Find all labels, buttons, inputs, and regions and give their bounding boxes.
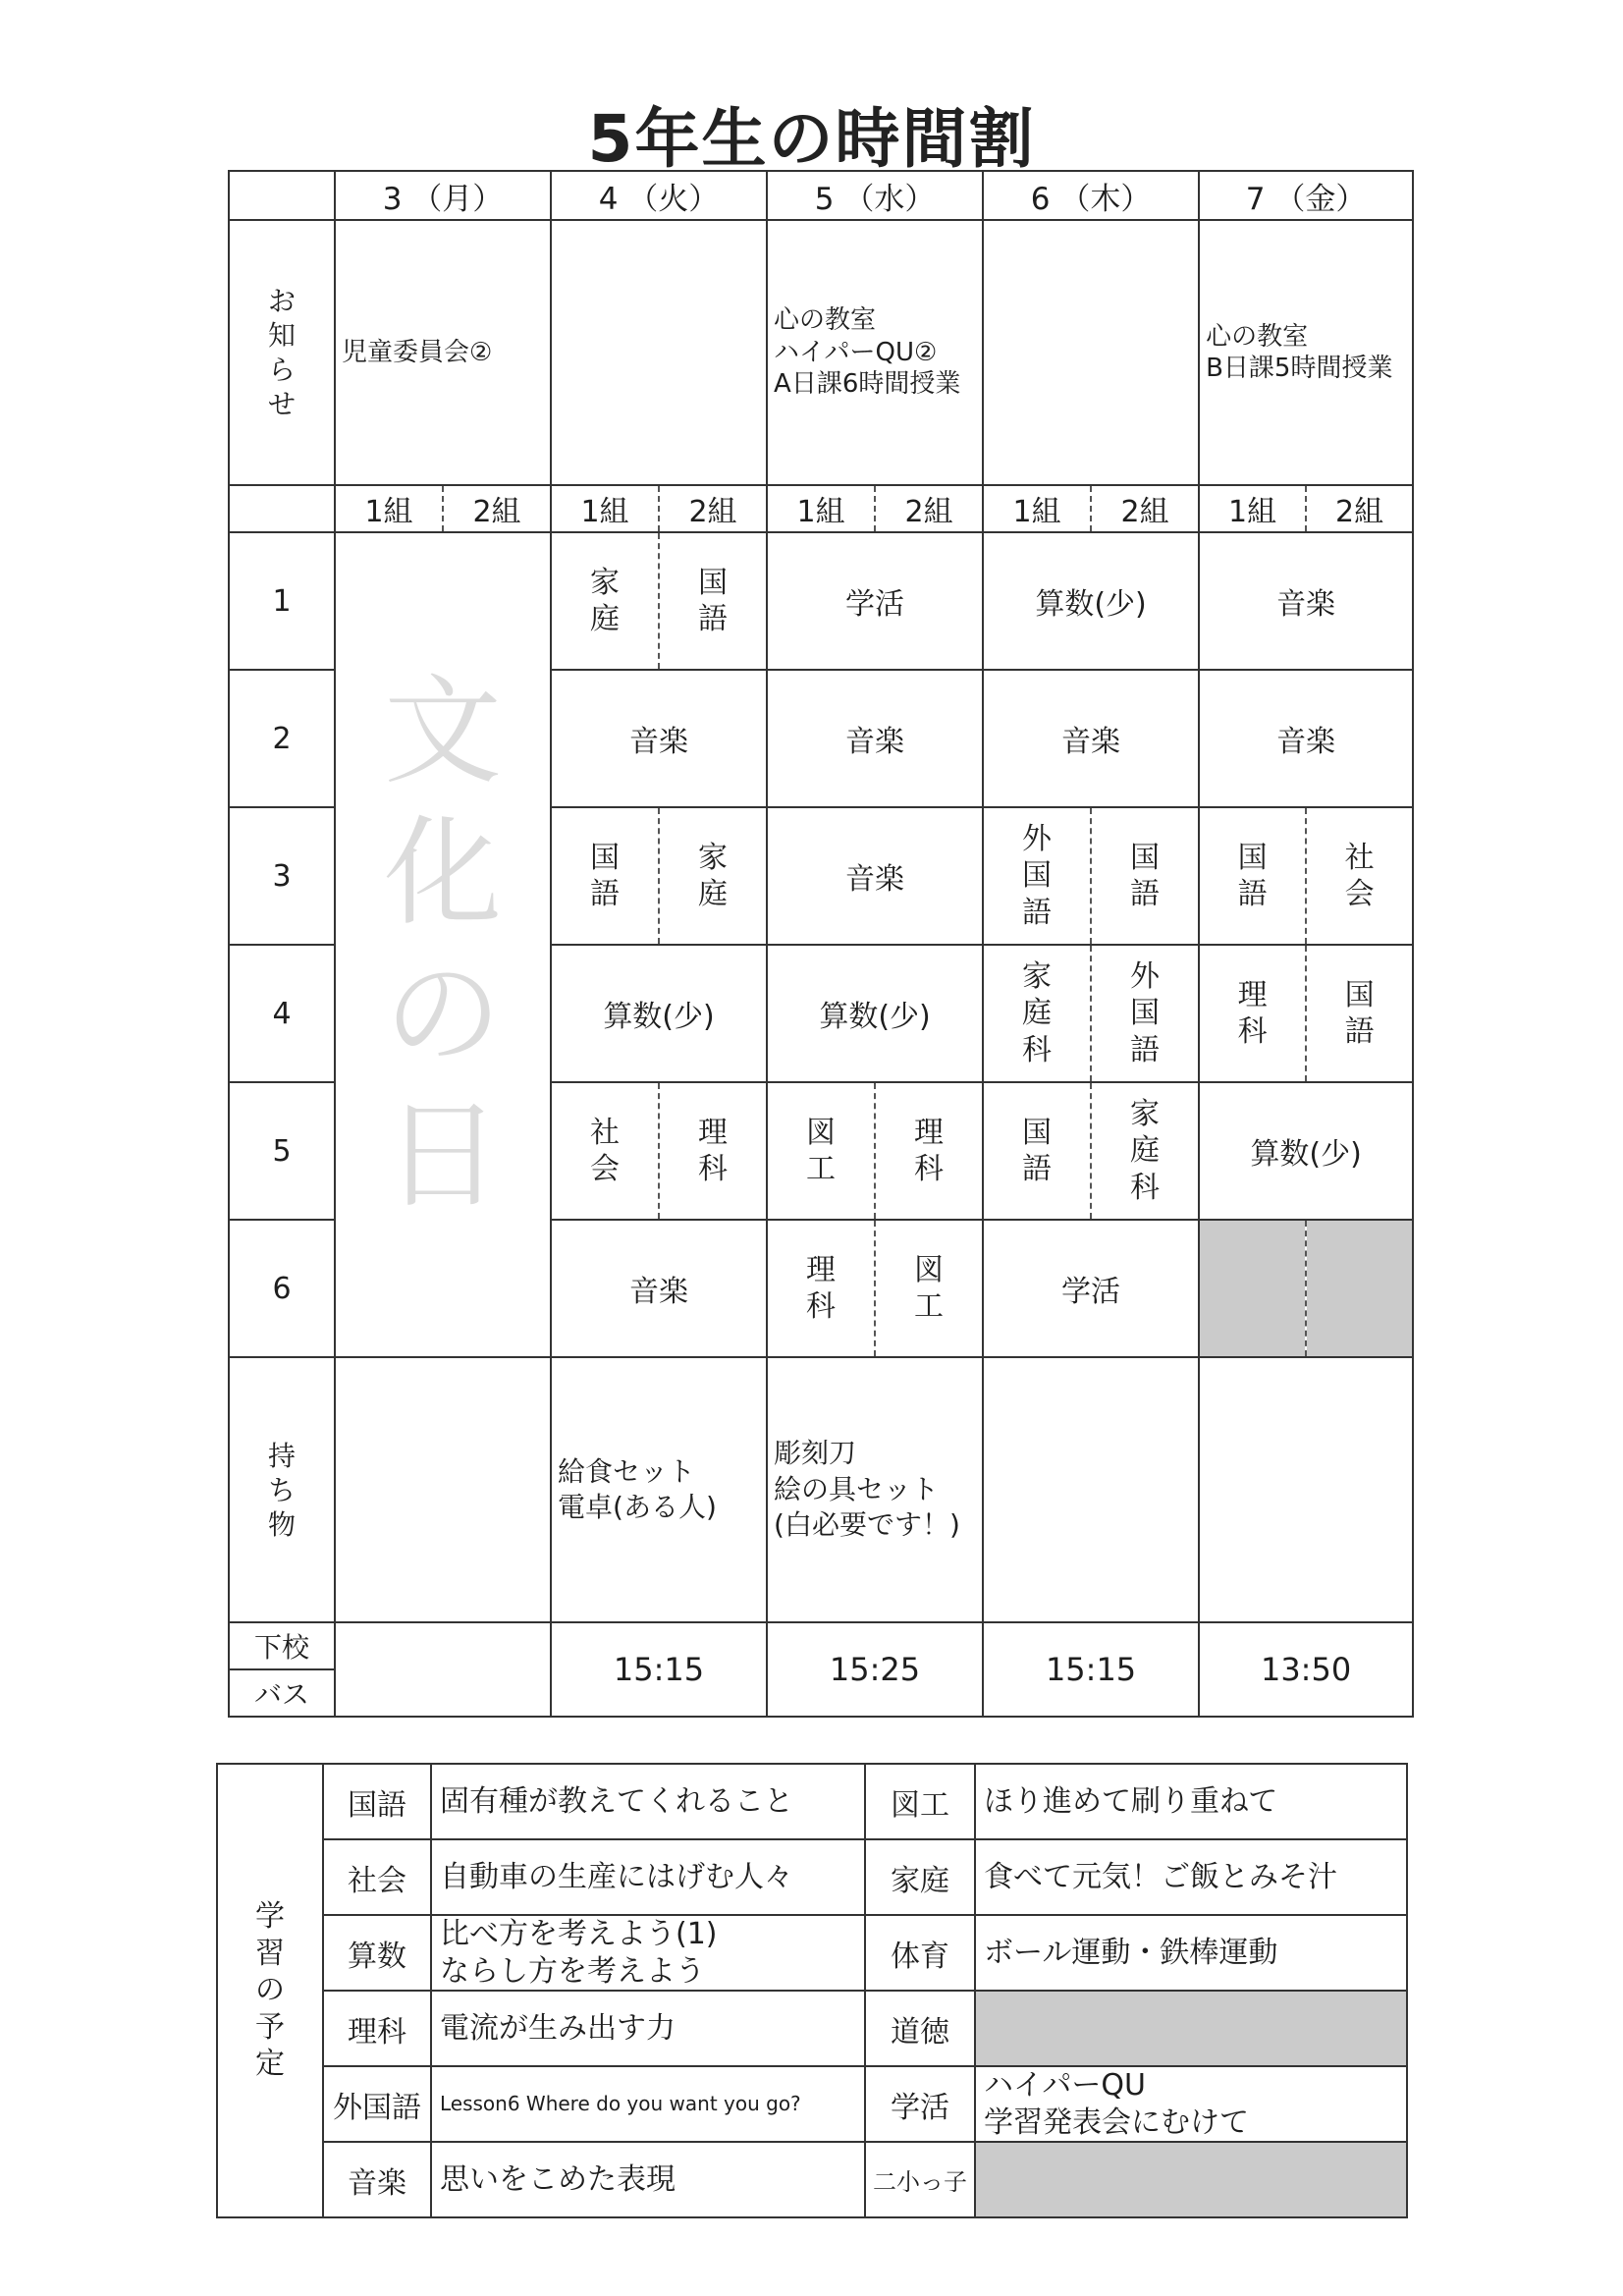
plan-topic-empty [975, 1991, 1407, 2066]
schedule-cell: 音楽 [551, 670, 767, 807]
empty-period [1306, 1220, 1413, 1357]
schedule-cell [1306, 807, 1413, 945]
schedule-cell [551, 1082, 659, 1220]
schedule-cell: 音楽 [551, 1220, 767, 1357]
class-label: 2組 [659, 485, 767, 532]
plan-subject: 体育 [865, 1915, 975, 1991]
timetable [228, 170, 1414, 1718]
schedule-cell [875, 1082, 983, 1220]
cell-text: 持ち物 [268, 1439, 297, 1541]
bus-time-tue: 15:15 [551, 1622, 767, 1717]
cell-text: 国語 [698, 565, 729, 636]
period-label: 4 [229, 945, 335, 1082]
schedule-cell [1199, 807, 1306, 945]
plan-subject: 学活 [865, 2066, 975, 2142]
dismissal-label: 下校 [229, 1622, 335, 1669]
plan-subject: 理科 [323, 1991, 431, 2066]
cell-text: 家庭 [698, 840, 729, 911]
monday-holiday [335, 532, 551, 1357]
schedule-cell [983, 807, 1091, 945]
cell-text: 国語 [1237, 840, 1268, 911]
period-label: 3 [229, 807, 335, 945]
notice-thu [983, 220, 1199, 485]
cell-text: 図工 [806, 1115, 837, 1186]
schedule-cell [1306, 945, 1413, 1082]
cell-text: 理科 [914, 1115, 945, 1186]
bus-time-wed: 15:25 [767, 1622, 983, 1717]
class-label: 1組 [767, 485, 875, 532]
schedule-cell [875, 1220, 983, 1357]
class-label: 2組 [1306, 485, 1413, 532]
schedule-cell: 音楽 [767, 807, 983, 945]
notice-tue [551, 220, 767, 485]
plan-subject: 二小っ子 [865, 2142, 975, 2217]
schedule-cell [1091, 945, 1199, 1082]
schedule-cell [767, 1082, 875, 1220]
cell-text: 理科 [1237, 977, 1268, 1049]
schedule-cell: 音楽 [983, 670, 1199, 807]
plan-subject: 国語 [323, 1764, 431, 1839]
class-label: 1組 [983, 485, 1091, 532]
period-label: 6 [229, 1220, 335, 1357]
bus-time-fri: 13:50 [1199, 1622, 1413, 1717]
cell-text: 国語 [1344, 977, 1375, 1049]
schedule-cell: 学活 [983, 1220, 1199, 1357]
schedule-cell: 算数(少) [767, 945, 983, 1082]
plan-subject: 道徳 [865, 1991, 975, 2066]
cell-text: 外国語 [1022, 821, 1053, 930]
corner-cell [229, 171, 335, 220]
class-label: 2組 [1091, 485, 1199, 532]
study-plan [216, 1763, 1408, 2218]
schedule-cell: 算数(少) [1199, 1082, 1413, 1220]
schedule-cell [659, 807, 767, 945]
schedule-cell: 音楽 [1199, 670, 1413, 807]
cell-text: 国語 [1022, 1115, 1053, 1186]
cell-text: 図工 [914, 1252, 945, 1324]
class-label: 1組 [335, 485, 443, 532]
class-label: 2組 [875, 485, 983, 532]
day-header-fri: 7 （金） [1199, 171, 1413, 220]
plan-topic: 自動車の生産にはげむ人々 [431, 1839, 865, 1915]
notice-fri: 心の教室 B日課5時間授業 [1199, 220, 1413, 485]
plan-subject: 社会 [323, 1839, 431, 1915]
bus-time-mon [335, 1622, 551, 1717]
plan-topic: 思いをこめた表現 [431, 2142, 865, 2217]
day-header-mon: 3 （月） [335, 171, 551, 220]
plan-topic: 固有種が教えてくれること [431, 1764, 865, 1839]
cell-text: 家庭科 [1022, 958, 1053, 1067]
items-tue: 給食セット 電卓(ある人) [551, 1357, 767, 1622]
period-label: 1 [229, 532, 335, 670]
cell-text: 国語 [590, 840, 621, 911]
schedule-cell [1199, 945, 1306, 1082]
class-label: 1組 [551, 485, 659, 532]
items-fri [1199, 1357, 1413, 1622]
schedule-cell [1091, 1082, 1199, 1220]
cell-text: 学習の予定 [255, 1899, 285, 2082]
plan-topic: ハイパーQU 学習発表会にむけて [975, 2066, 1407, 2142]
schedule-cell [983, 945, 1091, 1082]
cell-text: 理科 [698, 1115, 729, 1186]
period-label: 2 [229, 670, 335, 807]
cell-text: 文化の日 [384, 664, 502, 1225]
empty-period [1199, 1220, 1306, 1357]
schedule-cell [1091, 807, 1199, 945]
notice-mon: 児童委員会② [335, 220, 551, 485]
class-header-blank [229, 485, 335, 532]
cell-text: 社会 [590, 1115, 621, 1186]
cell-text: 外国語 [1130, 958, 1161, 1067]
plan-topic: 食べて元気！ご飯とみそ汁 [975, 1839, 1407, 1915]
schedule-cell: 音楽 [767, 670, 983, 807]
schedule-cell: 音楽 [1199, 532, 1413, 670]
plan-topic: Lesson6 Where do you want you go? [431, 2066, 865, 2142]
plan-subject: 家庭 [865, 1839, 975, 1915]
day-header-tue: 4 （火） [551, 171, 767, 220]
schedule-cell [767, 1220, 875, 1357]
schedule-cell: 学活 [767, 532, 983, 670]
cell-text: 家庭科 [1130, 1096, 1161, 1205]
schedule-cell [551, 532, 659, 670]
items-label [229, 1357, 335, 1622]
schedule-cell [983, 1082, 1091, 1220]
plan-topic-empty [975, 2142, 1407, 2217]
notice-wed: 心の教室 ハイパーQU② A日課6時間授業 [767, 220, 983, 485]
plan-topic: 電流が生み出す力 [431, 1991, 865, 2066]
plan-subject: 外国語 [323, 2066, 431, 2142]
plan-topic: ボール運動・鉄棒運動 [975, 1915, 1407, 1991]
period-label: 5 [229, 1082, 335, 1220]
cell-text: 国語 [1130, 840, 1161, 911]
plan-subject: 図工 [865, 1764, 975, 1839]
day-header-thu: 6 （木） [983, 171, 1199, 220]
schedule-cell [659, 532, 767, 670]
page-title: 5年生の時間割 [587, 101, 1036, 177]
class-label: 1組 [1199, 485, 1306, 532]
plan-label [217, 1764, 323, 2217]
schedule-cell: 算数(少) [551, 945, 767, 1082]
bus-label: バス [229, 1669, 335, 1717]
items-wed: 彫刻刀 絵の具セット (白必要です！) [767, 1357, 983, 1622]
day-header-wed: 5 （水） [767, 171, 983, 220]
class-label: 2組 [443, 485, 551, 532]
bus-time-thu: 15:15 [983, 1622, 1199, 1717]
items-thu [983, 1357, 1199, 1622]
plan-topic: ほり進めて刷り重ねて [975, 1764, 1407, 1839]
items-mon [335, 1357, 551, 1622]
schedule-cell [659, 1082, 767, 1220]
cell-text: 社会 [1344, 840, 1375, 911]
schedule-cell [551, 807, 659, 945]
plan-topic: 比べ方を考えよう(1) ならし方を考えよう [431, 1915, 865, 1991]
cell-text: お知らせ [268, 285, 297, 420]
plan-subject: 算数 [323, 1915, 431, 1991]
schedule-cell: 算数(少) [983, 532, 1199, 670]
plan-subject: 音楽 [323, 2142, 431, 2217]
cell-text: 家庭 [590, 565, 621, 636]
notice-label [229, 220, 335, 485]
cell-text: 理科 [806, 1252, 837, 1324]
